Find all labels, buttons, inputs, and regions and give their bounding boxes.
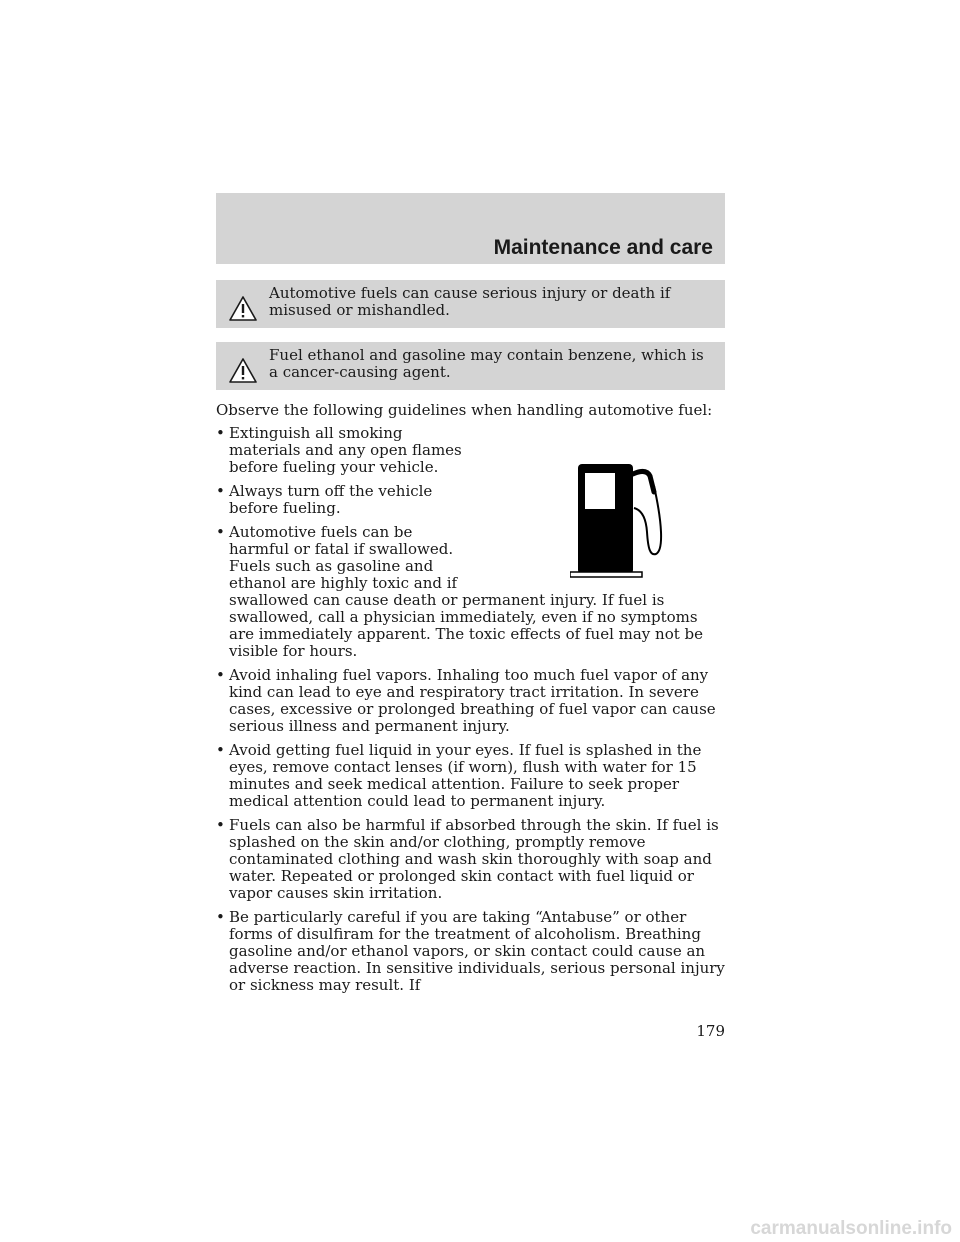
list-item-text: Always turn off the vehicle before fueling. <box>229 482 433 517</box>
watermark <box>0 1214 960 1242</box>
list-item <box>216 817 725 902</box>
list-item-text: Automotive fuels can be harmful or fatal if swallowed. Fuels such as gasoline and ethanol are highly toxic and if swallowed can cause death or permanent injury. If fuel is swallowed, call a physician immediately, even if no symptoms are immediately apparent. The toxic effects of fuel may not be visible for hours. <box>229 523 704 660</box>
warning-triangle-icon <box>228 357 258 384</box>
watermark-logo: carmanualsonline.info <box>750 1218 952 1239</box>
list-item-text: Fuels can also be harmful if absorbed through the skin. If fuel is splashed on the skin and/or clothing, promptly remove contaminated clothing and wash skin thoroughly with soap and water. Repeated or prolonged skin contact with fuel liquid or vapor causes skin irritation. <box>229 816 719 902</box>
fuel-pump-icon <box>570 462 664 580</box>
bullet-marker: • <box>216 816 225 834</box>
list-item <box>216 742 725 810</box>
warning-box <box>216 342 725 390</box>
list-item-text: Avoid inhaling fuel vapors. Inhaling too much fuel vapor of any kind can lead to eye and respiratory tract irritation. In severe cases, excessive or prolonged breathing of fuel vapor can cause serious illness and permanent injury. <box>229 666 716 735</box>
bullet-marker: • <box>216 523 225 541</box>
section-header <box>216 193 725 264</box>
list-item <box>216 909 725 994</box>
bullet-marker: • <box>216 424 225 442</box>
page-number: 179 <box>696 1022 725 1040</box>
warning-text: Fuel ethanol and gasoline may contain benzene, which is a cancer-causing agent. <box>269 346 704 381</box>
bullet-marker: • <box>216 666 225 684</box>
bullet-marker: • <box>216 908 225 926</box>
list-item-text: Avoid getting fuel liquid in your eyes. If fuel is splashed in the eyes, remove contact lenses (if worn), flush with water for 15 minutes and seek medical attention. Failure to seek proper medical attention could lead to permanent injury. <box>229 741 702 810</box>
intro-text: Observe the following guidelines when handling automotive fuel: <box>216 401 713 419</box>
list-item-text: Be particularly careful if you are taking “Antabuse” or other forms of disulfiram for the treatment of alcoholism. Breathing gasoline and/or ethanol vapors, or skin contact could cause an adverse reaction. In sensitive individuals, serious personal injury or sickness may result. If <box>229 908 725 994</box>
warning-text: Automotive fuels can cause serious injury or death if misused or mishandled. <box>269 284 671 319</box>
warning-triangle-icon <box>228 295 258 322</box>
warning-box <box>216 280 725 328</box>
bullet-marker: • <box>216 741 225 759</box>
section-title: Maintenance and care <box>493 236 713 259</box>
list-item <box>216 667 725 735</box>
list-item-text: Extinguish all smoking materials and any open flames before fueling your vehicle. <box>229 424 462 476</box>
bullet-marker: • <box>216 482 225 500</box>
